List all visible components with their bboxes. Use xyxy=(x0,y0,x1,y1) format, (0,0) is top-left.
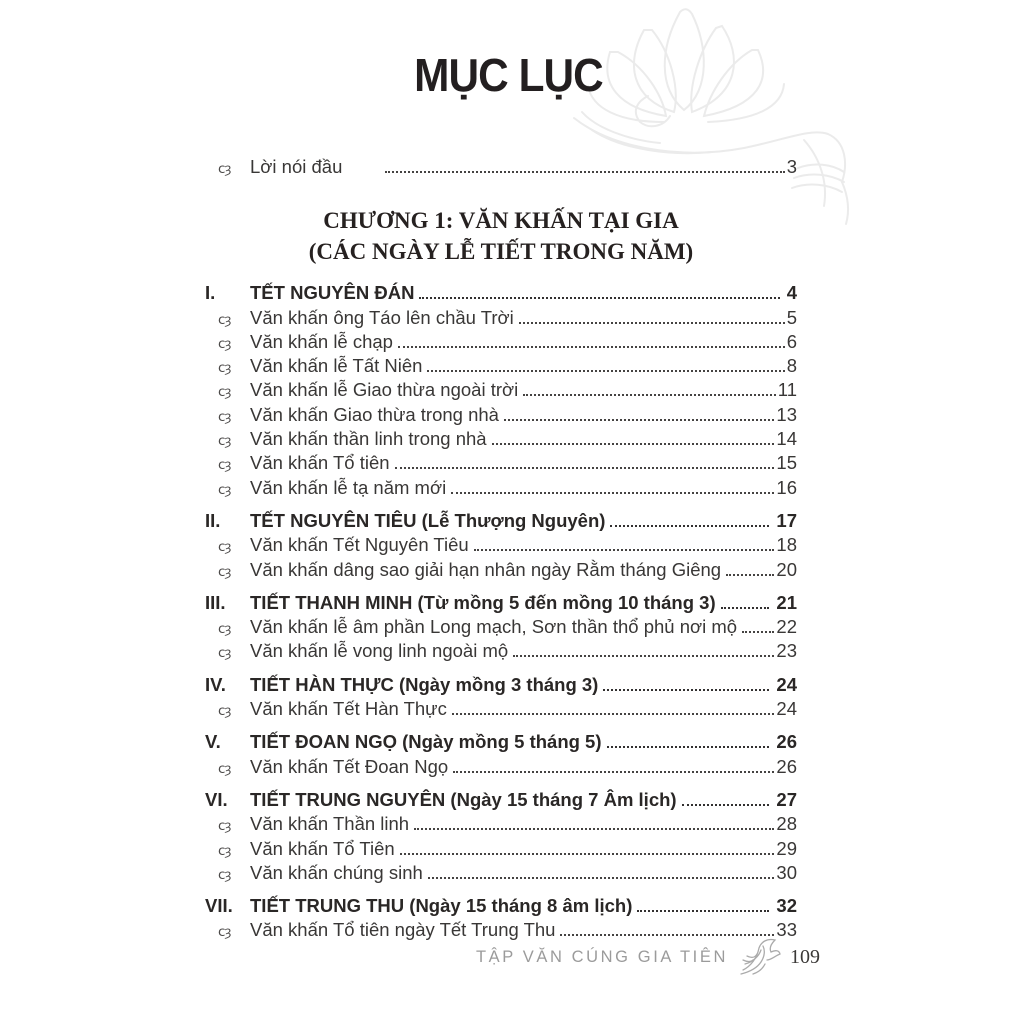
footer-page-number: 109 xyxy=(790,945,820,968)
bullet-cell xyxy=(205,813,250,837)
entry-label: TIẾT HÀN THỰC (Ngày mồng 3 tháng 3) xyxy=(250,673,599,695)
fleuron-bullet-icon: cȝ xyxy=(218,703,231,720)
toc-section-row xyxy=(205,674,797,696)
entry-page-number: 21 xyxy=(776,591,797,613)
toc-item-row xyxy=(205,307,797,331)
bullet-cell xyxy=(205,698,250,722)
fleuron-bullet-icon: cȝ xyxy=(218,433,231,450)
fleuron-bullet-icon: cȝ xyxy=(218,842,231,859)
entry-label: TIẾT TRUNG THU (Ngày 15 tháng 8 âm lịch) xyxy=(250,895,633,917)
dot-leader xyxy=(427,370,784,372)
bullet-cell xyxy=(205,428,250,452)
entry-label: Văn khấn lễ chạp xyxy=(250,330,393,352)
entry-page-number: 30 xyxy=(776,861,797,883)
dot-leader xyxy=(398,346,785,348)
entry-label: Văn khấn Giao thừa trong nhà xyxy=(250,403,499,425)
entry-page-number: 5 xyxy=(786,306,797,328)
bullet-cell xyxy=(205,331,250,355)
dot-leader xyxy=(721,607,770,609)
toc-item-row xyxy=(205,534,797,558)
dot-leader xyxy=(452,713,775,715)
bullet-cell xyxy=(205,559,250,583)
entry-label: Văn khấn Tết Đoan Ngọ xyxy=(250,755,449,777)
entry-page-number: 14 xyxy=(776,428,797,450)
dot-leader xyxy=(453,771,774,773)
toc-item-row xyxy=(205,862,797,886)
entry-page-number: 16 xyxy=(776,476,797,498)
entry-label: Văn khấn lễ Giao thừa ngoài trời xyxy=(250,379,519,401)
fleuron-bullet-icon: cȝ xyxy=(218,866,231,883)
dot-leader xyxy=(492,443,775,445)
entry-label: Văn khấn dâng sao giải hạn nhân ngày Rằm tháng Giêng xyxy=(250,558,722,580)
toc-item-row xyxy=(205,477,797,501)
bullet-cell xyxy=(205,838,250,862)
fleuron-bullet-icon: cȝ xyxy=(218,818,231,835)
entry-page-number: 17 xyxy=(776,509,797,531)
fleuron-bullet-icon: cȝ xyxy=(218,924,231,941)
toc-item-row xyxy=(205,559,797,583)
entry-page-number: 11 xyxy=(777,379,797,401)
dot-leader xyxy=(742,631,774,633)
toc-item-row xyxy=(205,428,797,452)
entry-page-number: 26 xyxy=(776,755,797,777)
chapter-heading-line2: (CÁC NGÀY LỄ TIẾT TRONG NĂM) xyxy=(308,239,694,265)
dot-leader xyxy=(603,689,769,691)
dot-leader xyxy=(682,804,770,806)
entry-page-number: 3 xyxy=(786,156,797,177)
dot-leader xyxy=(610,525,769,527)
toc-item-row xyxy=(205,404,797,428)
entry-label: TẾT NGUYÊN ĐÁN xyxy=(250,282,415,304)
entry-label: Văn khấn Tổ Tiên xyxy=(250,837,395,859)
bullet-cell xyxy=(205,477,250,501)
entry-page-number: 23 xyxy=(776,640,797,662)
bullet-cell xyxy=(205,156,250,180)
dot-leader xyxy=(385,171,784,173)
entry-page-number: 13 xyxy=(776,403,797,425)
toc-section-row xyxy=(205,510,797,532)
fleuron-bullet-icon: cȝ xyxy=(218,457,231,474)
fleuron-bullet-icon: cȝ xyxy=(218,481,231,498)
dot-leader xyxy=(513,655,774,657)
entry-page-number: 4 xyxy=(786,282,797,304)
bullet-cell xyxy=(205,616,250,640)
section-numeral: VII. xyxy=(205,895,233,917)
entry-label: TẾT NGUYÊN TIÊU (Lễ Thượng Nguyên) xyxy=(250,509,606,531)
bullet-cell xyxy=(205,862,250,886)
toc-section-row xyxy=(205,789,797,811)
toc-item-row xyxy=(205,698,797,722)
entry-label: Văn khấn Tết Hàn Thực xyxy=(250,698,447,720)
dot-leader xyxy=(400,853,775,855)
fleuron-bullet-icon: cȝ xyxy=(218,384,231,401)
dot-leader xyxy=(523,394,776,396)
entry-label: Văn khấn chúng sinh xyxy=(250,861,423,883)
toc-section-row xyxy=(205,592,797,614)
fleuron-bullet-icon: cȝ xyxy=(218,760,231,777)
entry-page-number: 29 xyxy=(776,837,797,859)
fleuron-bullet-icon: cȝ xyxy=(218,408,231,425)
entry-page-number: 28 xyxy=(776,813,797,835)
section-numeral: III. xyxy=(205,591,226,613)
footer-book-title: TẬP VĂN CÚNG GIA TIÊN xyxy=(475,947,728,966)
entry-page-number: 8 xyxy=(786,355,797,377)
section-numeral: II. xyxy=(205,509,221,531)
toc-section-row xyxy=(205,731,797,753)
section-numeral: I. xyxy=(205,282,216,304)
entry-page-number: 24 xyxy=(776,698,797,720)
toc-preface-row xyxy=(205,156,797,180)
toc-content xyxy=(205,156,797,944)
entry-label: Văn khấn lễ tạ năm mới xyxy=(250,476,447,498)
dot-leader xyxy=(395,467,775,469)
entry-page-number: 18 xyxy=(776,534,797,556)
fleuron-bullet-icon: cȝ xyxy=(218,563,231,580)
section-numeral: V. xyxy=(205,731,221,753)
toc-item-row xyxy=(205,379,797,403)
toc-item-row xyxy=(205,616,797,640)
entry-page-number: 32 xyxy=(776,895,797,917)
entry-label: Văn khấn Tổ tiên ngày Tết Trung Thu xyxy=(250,919,556,941)
fleuron-bullet-icon: cȝ xyxy=(218,360,231,377)
entry-label: TIẾT TRUNG NGUYÊN (Ngày 15 tháng 7 Âm lịch) xyxy=(250,788,677,810)
fleuron-bullet-icon: cȝ xyxy=(218,621,231,638)
toc-item-row xyxy=(205,756,797,780)
entry-page-number: 6 xyxy=(786,330,797,352)
dot-leader xyxy=(637,910,769,912)
bullet-cell xyxy=(205,379,250,403)
entry-label: Văn khấn Thần linh xyxy=(250,813,410,835)
chapter-heading-line1: CHƯƠNG 1: VĂN KHẤN TẠI GIA xyxy=(323,208,679,234)
section-numeral: IV. xyxy=(205,673,226,695)
dot-leader xyxy=(519,322,785,324)
entry-label: TIẾT THANH MINH (Từ mồng 5 đến mồng 10 tháng 3) xyxy=(250,591,716,613)
toc-item-row xyxy=(205,452,797,476)
fleuron-bullet-icon: cȝ xyxy=(218,311,231,328)
toc-item-row xyxy=(205,813,797,837)
entry-page-number: 26 xyxy=(776,731,797,753)
entry-label: TIẾT ĐOAN NGỌ (Ngày mồng 5 tháng 5) xyxy=(250,731,602,753)
entry-label: Văn khấn Tổ tiên xyxy=(250,452,390,474)
section-numeral: VI. xyxy=(205,788,228,810)
entry-label: Văn khấn Tết Nguyên Tiêu xyxy=(250,534,469,556)
bullet-cell xyxy=(205,919,250,943)
toc-item-row xyxy=(205,838,797,862)
entry-page-number: 33 xyxy=(776,919,797,941)
fleuron-bullet-icon: cȝ xyxy=(218,335,231,352)
entry-label: Văn khấn ông Táo lên chầu Trời xyxy=(250,306,514,328)
bullet-cell xyxy=(205,452,250,476)
page-footer xyxy=(476,936,820,978)
fleuron-bullet-icon: cȝ xyxy=(218,645,231,662)
entry-page-number: 15 xyxy=(776,452,797,474)
toc-section-row xyxy=(205,282,797,304)
entry-label: Văn khấn lễ âm phần Long mạch, Sơn thần thổ phủ nơi mộ xyxy=(250,616,738,638)
dot-leader xyxy=(607,746,770,748)
fleuron-bullet-icon: cȝ xyxy=(218,161,231,177)
dot-leader xyxy=(428,877,775,879)
bullet-cell xyxy=(205,640,250,664)
dot-leader xyxy=(419,297,779,299)
toc-item-row xyxy=(205,331,797,355)
dot-leader xyxy=(451,492,774,494)
bullet-cell xyxy=(205,355,250,379)
entry-page-number: 22 xyxy=(776,616,797,638)
dot-leader xyxy=(414,828,774,830)
bullet-cell xyxy=(205,404,250,428)
dot-leader xyxy=(726,574,774,576)
entry-page-number: 20 xyxy=(776,558,797,580)
dot-leader xyxy=(504,419,774,421)
entry-label: Lời nói đầu xyxy=(250,156,343,177)
bullet-cell xyxy=(205,307,250,331)
fleuron-bullet-icon: cȝ xyxy=(218,539,231,556)
entry-page-number: 24 xyxy=(776,673,797,695)
entry-label: Văn khấn lễ vong linh ngoài mộ xyxy=(250,640,509,662)
toc-item-row xyxy=(205,355,797,379)
entry-page-number: 27 xyxy=(776,788,797,810)
chapter-heading xyxy=(205,205,797,267)
footer-ornament-icon xyxy=(737,936,781,978)
bullet-cell xyxy=(205,756,250,780)
toc-section-row xyxy=(205,895,797,917)
entry-label: Văn khấn thần linh trong nhà xyxy=(250,428,487,450)
entry-label: Văn khấn lễ Tất Niên xyxy=(250,355,423,377)
dot-leader xyxy=(474,549,775,551)
page-title: MỤC LỤC xyxy=(414,49,603,101)
toc-item-row xyxy=(205,640,797,664)
bullet-cell xyxy=(205,534,250,558)
toc-entry-list xyxy=(205,282,797,943)
